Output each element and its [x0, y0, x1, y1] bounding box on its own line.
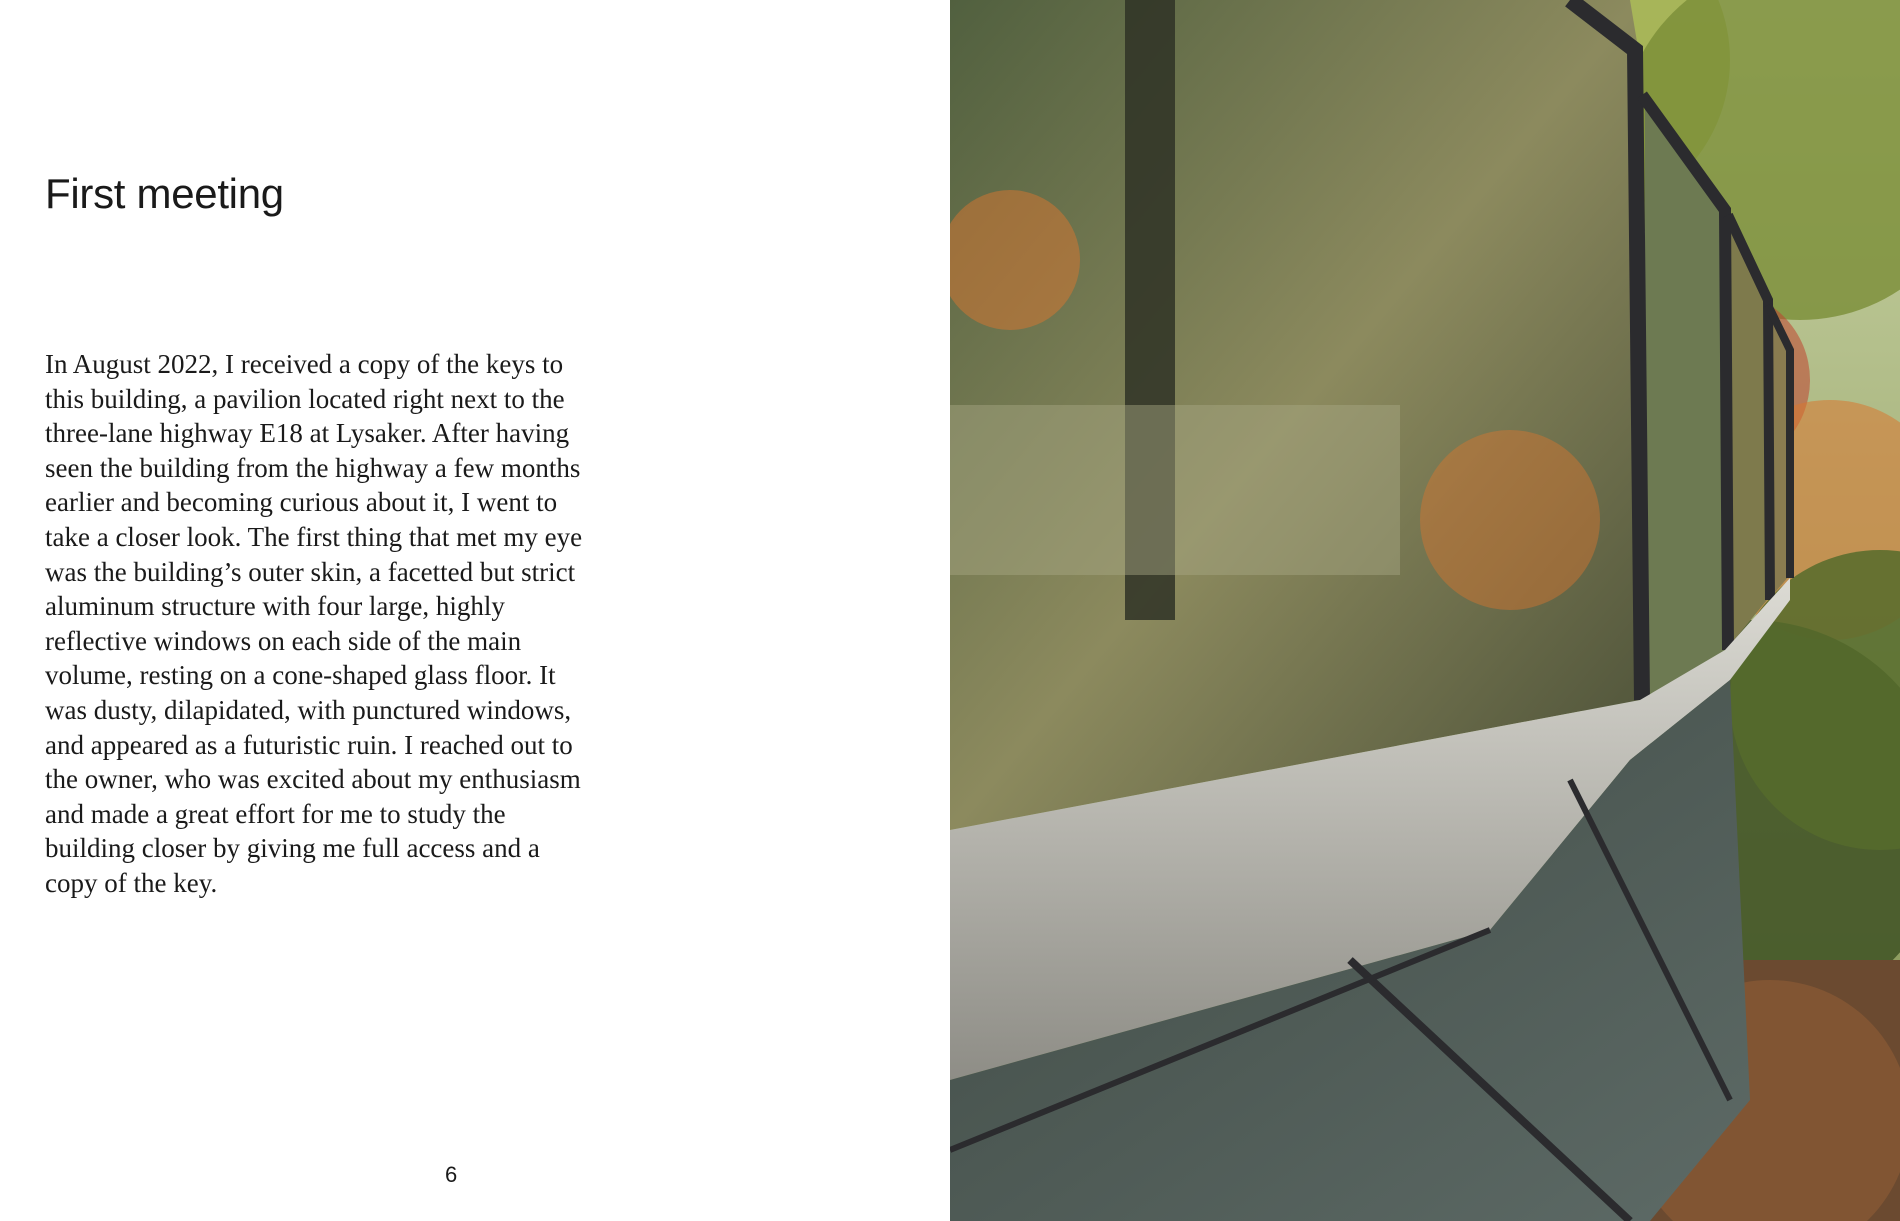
- body-paragraph: In August 2022, I received a copy of the keys to this building, a pavilion located right next to the three-lane highway E18 at Lysaker. After having seen the building from the highway a few months earlier and becoming curious about it, I went to take a closer look. The first thing that met my eye was the building’s outer skin, a facetted but strict aluminum structure with four large, highly reflective windows on each side of the main volume, resting on a cone-shaped glass floor. It was dusty, dilapidated, with punctured windows, and appeared as a futuristic ruin. I reached out to the owner, who was excited about my enthusiasm and made a great effort for me to study the building closer by giving me full access and a copy of the key.: [45, 349, 583, 898]
- pavilion-photo: [950, 0, 1900, 1221]
- page-number: 6: [445, 1162, 458, 1187]
- reflected-autumn-leaves: [1420, 430, 1600, 610]
- page-title: First meeting: [45, 170, 284, 217]
- right-page: [950, 0, 1900, 1221]
- reflected-structure: [950, 405, 1400, 575]
